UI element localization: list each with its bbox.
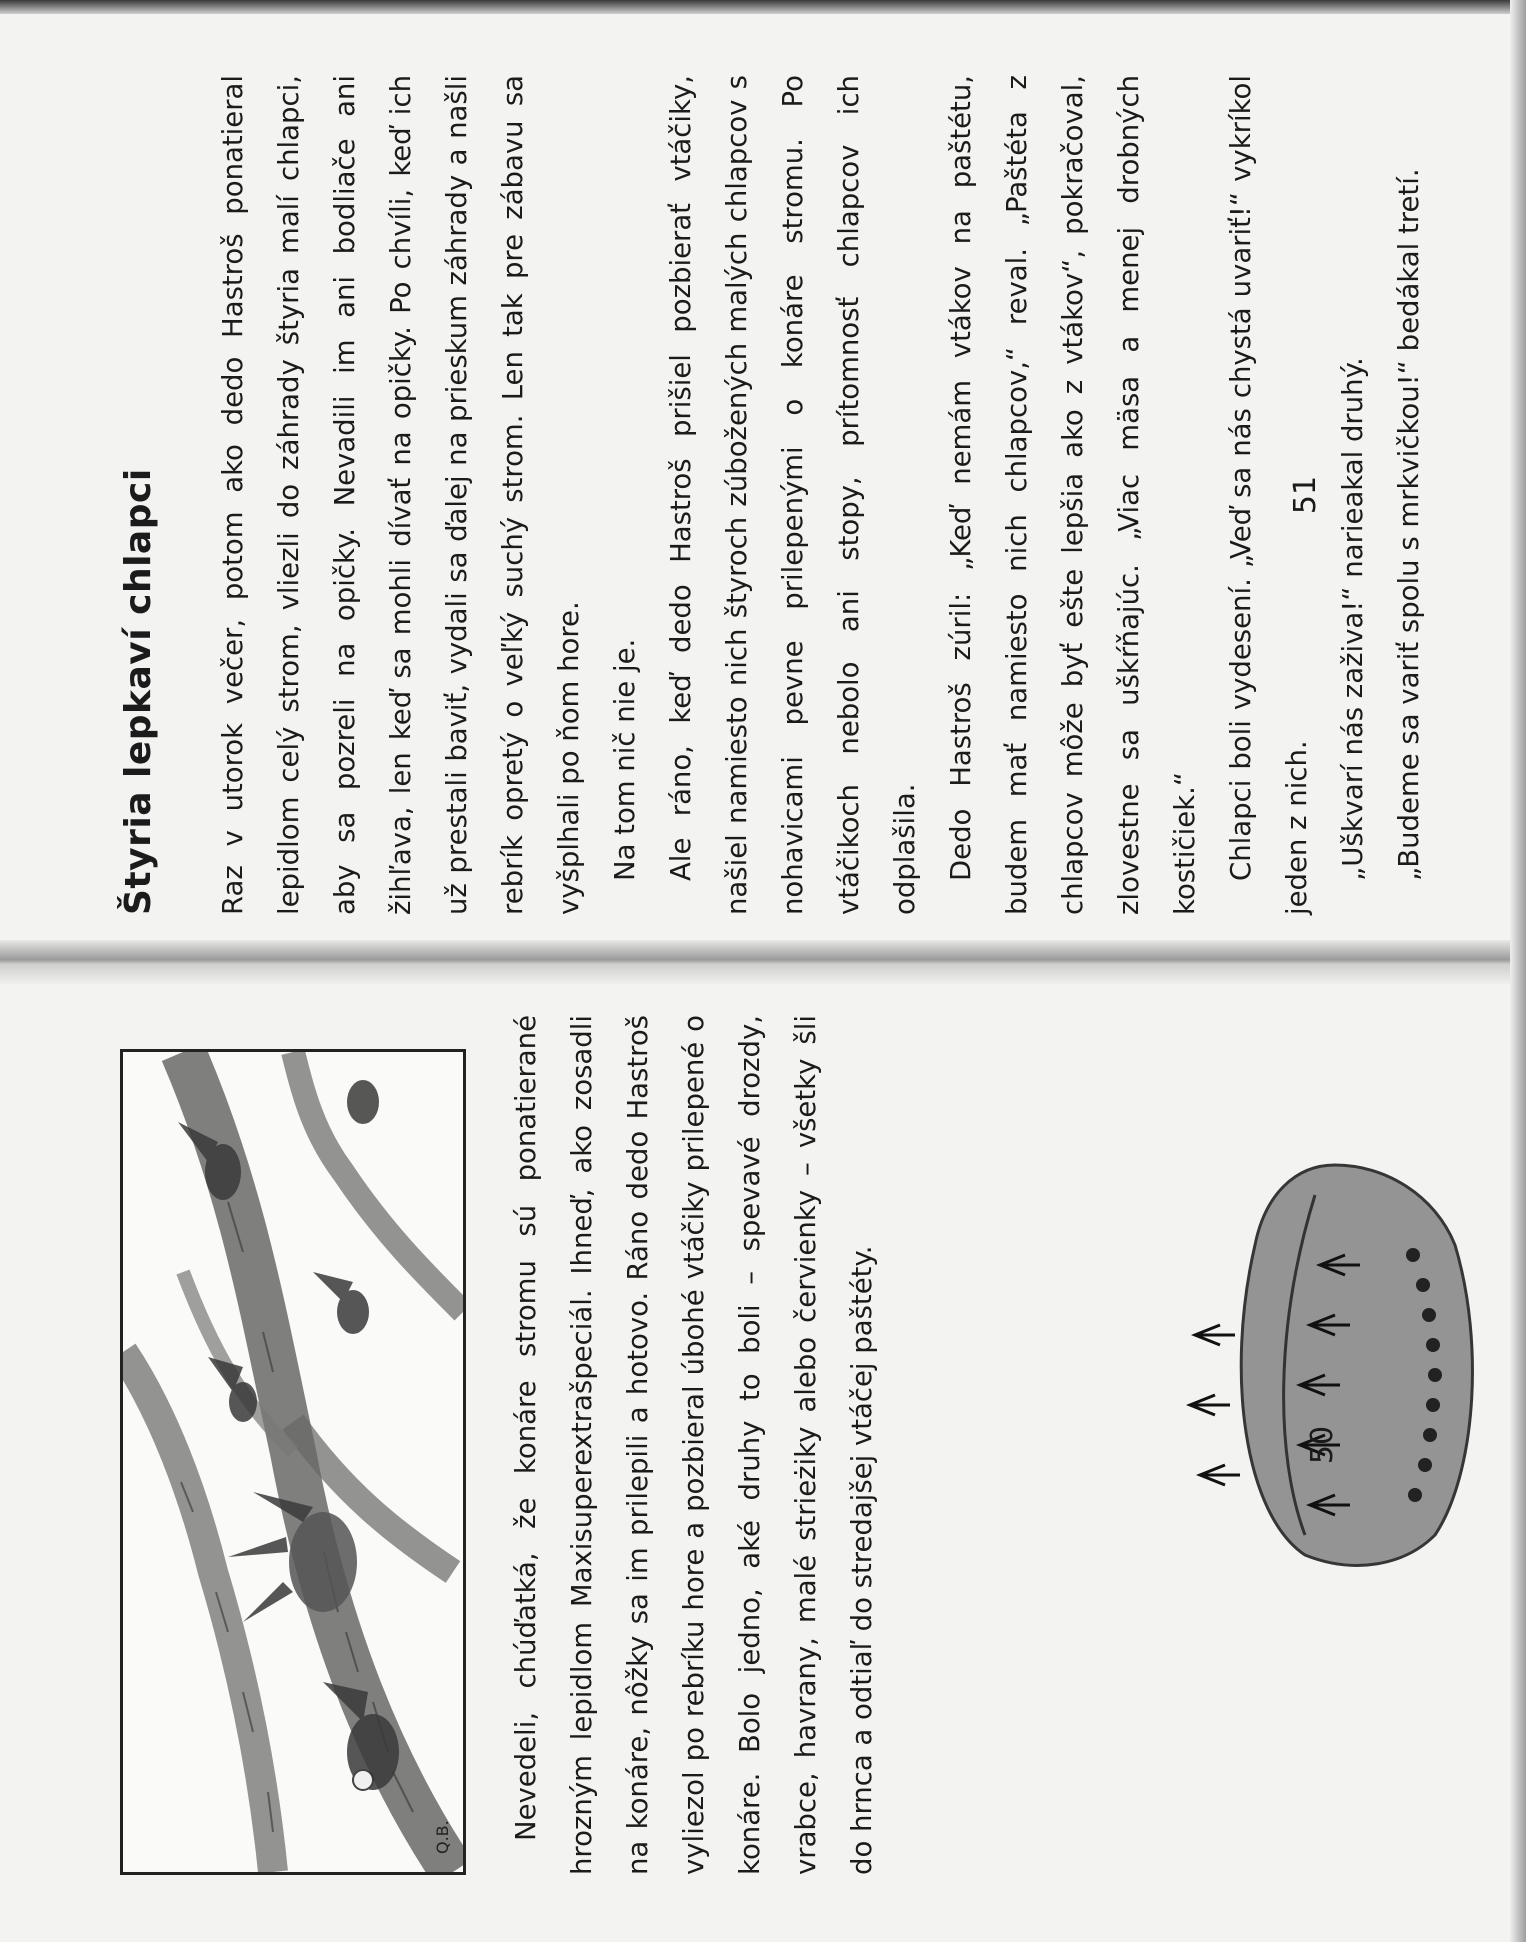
tree-birds-illustration xyxy=(120,1049,466,1875)
tree-birds-drawing xyxy=(123,1052,463,1872)
paragraph: Ale ráno, keď dedo Hastroš prišiel pozbierať vtáčiky, našiel namiesto nich štyroch zúbožených malých chlapcov s nohavicami pevne prilepenými o konáre stromu. Po vtáčikoch nebolo ani stopy, prítomnosť chlapcov ich odplašila. xyxy=(665,75,921,915)
paragraph: Raz v utorok večer, potom ako dedo Hastroš ponatieral lepidlom celý strom, vliezli do záhrady štyria malí chlapci, aby sa pozreli na opičky. Nevadili im ani bodliače ani žihľava, len keď sa mohli dívať na opičky. Po chvíli, keď ich už prestali baviť, vydali sa ďalej na prieskum záhrady a našli rebrík opretý o veľký suchý strom. Len tak pre zábavu sa vyšplhali po ňom hore. xyxy=(217,75,585,915)
paragraph: Nevedeli, chúďatká, že konáre stromu sú ponatierané hrozným lepidlom Maxisuperextrašpeciál. Ihneď, ako zosadli na konáre, nôžky sa im prilepili a hotovo. Ráno dedo Hastroš vyliezol po rebríku hore a pozbieral úbohé vtáčiky prilepené o konáre. Bolo jedno, aké druhy to boli – spevavé drozdy, vrabce, havrany, malé strieżiky alebo červienky – všetky šli do hrnca a odtiaľ do stredajšej vtáčej paštéty. xyxy=(510,1015,878,1875)
page-50-text xyxy=(498,1015,890,1875)
page-50 xyxy=(0,975,1526,1942)
paragraph: „Uškvarí nás zaživa!“ narieakal druhý. xyxy=(1337,357,1369,881)
pot-illustration xyxy=(1185,1155,1526,1575)
page-51 xyxy=(0,0,1526,950)
paragraph: „Budeme sa variť spolu s mrkvičkou!“ bedákal tretí. xyxy=(1393,168,1425,881)
page-51-content xyxy=(118,75,1425,915)
paragraph: Dedo Hastroš zúril: „Keď nemám vtákov na paštétu, budem mať namiesto nich chlapcov,“ reval. „Paštéta z chlapcov môže byť ešte lepšia ako z vtákov“, pokračoval, zlovestne sa uškŕňajúc. „Viac mäsa a menej drobných kostičiek.“ xyxy=(945,75,1201,915)
pot-with-birds-drawing xyxy=(1185,1155,1526,1575)
page-number: 50 xyxy=(1305,1425,1340,1465)
scan-edge-right xyxy=(1510,0,1526,1942)
chapter-title: Štyria lepkaví chlapci xyxy=(118,468,159,915)
page-51-text xyxy=(205,75,1437,915)
paragraph: Na tom nič nie je. xyxy=(609,638,641,881)
page-50-content xyxy=(120,1015,1410,1875)
paragraph: Chlapci boli vydesení. „Veď sa nás chystá uvariť!“ vykríkol jeden z nich. xyxy=(1225,75,1313,915)
page-number: 51 xyxy=(1288,475,1323,515)
illustration-signature: Q.B. xyxy=(433,1820,452,1854)
